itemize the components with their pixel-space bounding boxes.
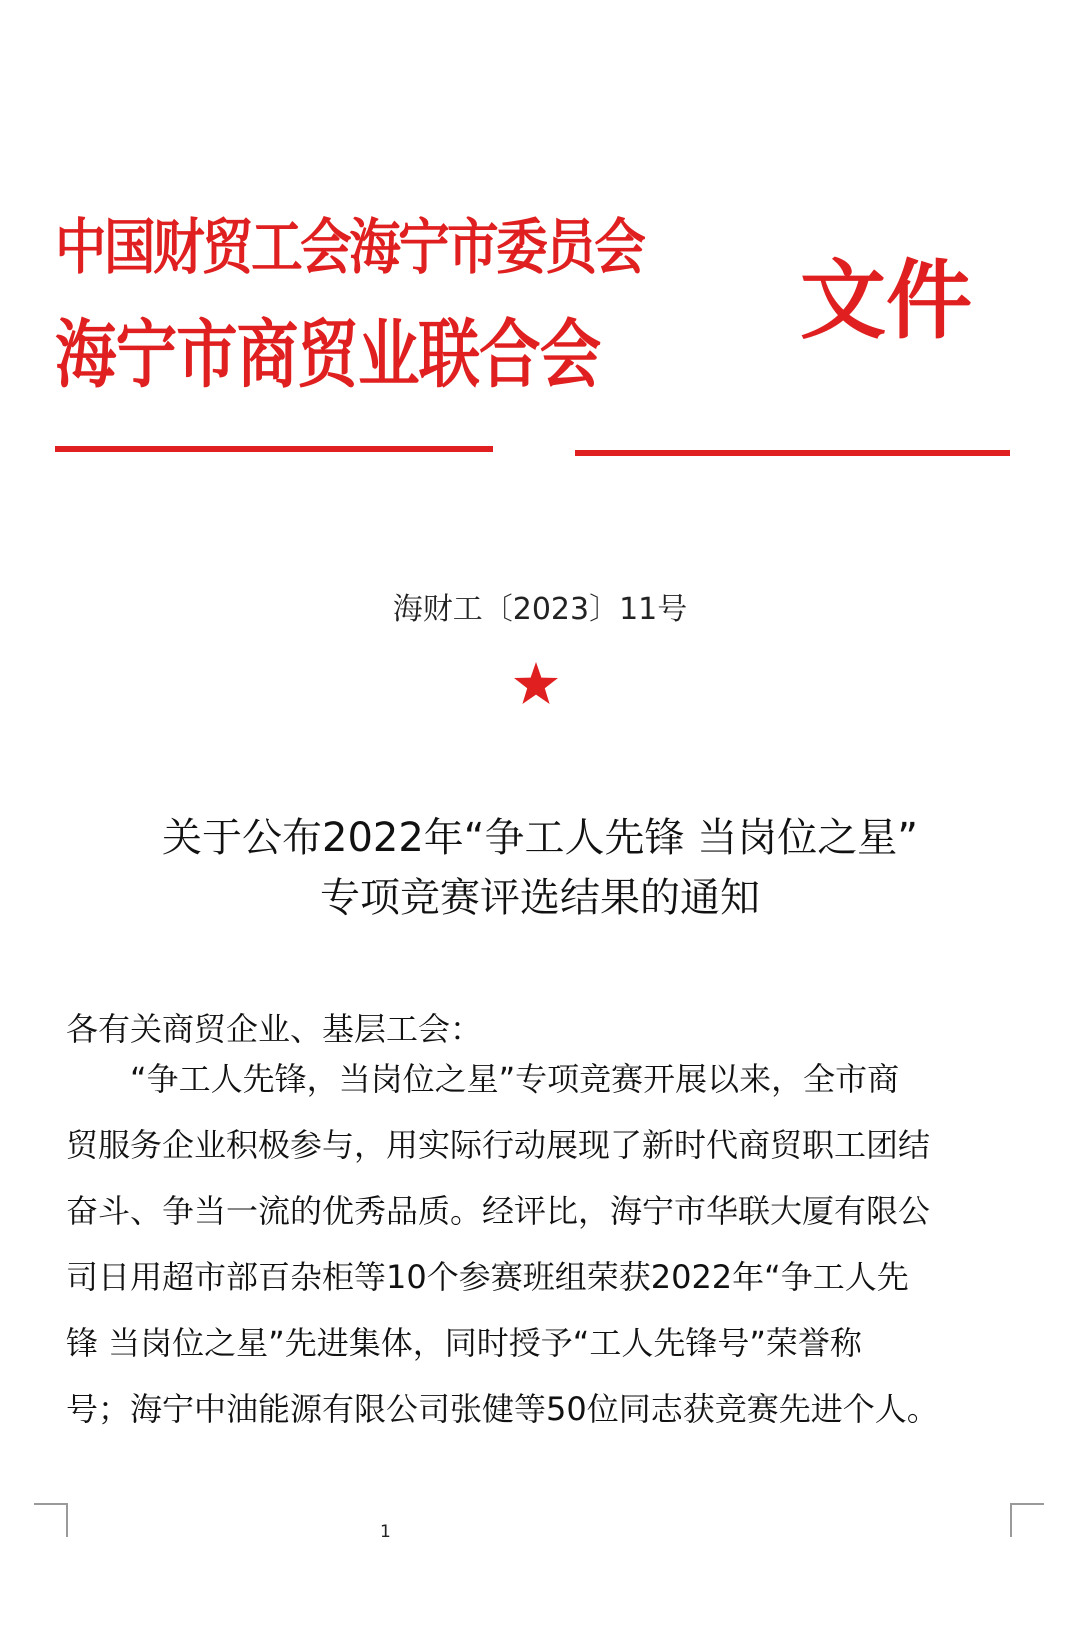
- red-rule-left: [55, 446, 493, 452]
- body-line: 锋 当岗位之星”先进集体，同时授予“工人先锋号”荣誉称: [66, 1324, 862, 1362]
- issuing-org-line-1: 中国财贸工会海宁市委员会: [55, 213, 644, 283]
- document-type-label: 文件: [800, 251, 972, 351]
- issuing-org-line-2: 海宁市商贸业联合会: [55, 312, 601, 398]
- red-rule-right: [575, 450, 1010, 456]
- body-line: 奋斗、争当一流的优秀品质。经评比，海宁市华联大厦有限公: [66, 1192, 931, 1230]
- notice-title-line-1: 关于公布2022年“争工人先锋 当岗位之星”: [162, 815, 918, 861]
- red-star-icon: [513, 661, 559, 705]
- body-line: “争工人先锋，当岗位之星”专项竞赛开展以来，全市商: [130, 1060, 900, 1098]
- body-line: 号；海宁中油能源有限公司张健等50位同志获竞赛先进个人。: [66, 1390, 939, 1428]
- page-corner-mark-left: [34, 1503, 68, 1537]
- body-line: 司日用超市部百杂柜等10个参赛班组荣获2022年“争工人先: [66, 1258, 909, 1296]
- document-number: 海财工〔2023〕11号: [392, 592, 688, 627]
- body-line: 贸服务企业积极参与，用实际行动展现了新时代商贸职工团结: [66, 1126, 931, 1164]
- notice-title-line-2: 专项竞赛评选结果的通知: [320, 875, 760, 921]
- page-corner-mark-right: [1010, 1503, 1044, 1537]
- salutation: 各有关商贸企业、基层工会：: [66, 1010, 483, 1048]
- page-number: 1: [380, 1522, 391, 1542]
